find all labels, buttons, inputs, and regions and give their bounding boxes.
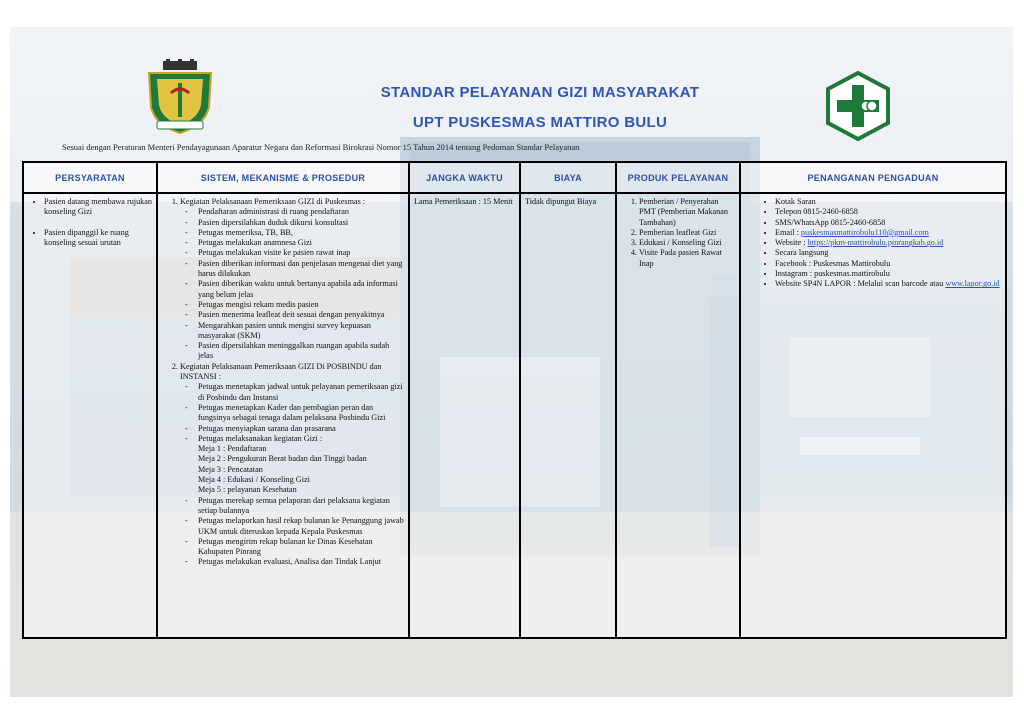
list-item <box>775 238 1001 248</box>
persyaratan-cell <box>23 193 157 638</box>
list-item: • Secara langsung <box>775 248 1001 258</box>
list-item: 2. Pemberian leafleat Gizi <box>639 228 735 238</box>
list-item <box>775 279 1001 289</box>
list-item: - Petugas menetapkan Kader dan pembagian peran dan fungsinya sebagai tenaga dalam pelaksana Posbindu Gizi <box>198 403 404 424</box>
meja-item: Meja 3 : Pencatatan <box>198 464 263 474</box>
header-biaya: BIAYA <box>520 162 616 193</box>
meja-item: Meja 1 : Pendaftaran <box>198 444 267 454</box>
list-item: - Petugas mengisi rekam medis pasien <box>198 300 404 310</box>
health-cross-icon <box>826 71 890 141</box>
prosedur-item-title: Kegiatan Pelaksanaan Pemeriksaan GIZI di Puskesmas : <box>180 197 366 206</box>
list-item: • SMS/WhatsApp 0815-2460-6858 <box>775 218 1001 228</box>
list-item: 1. Pemberian / Penyerahan PMT (Pemberian Makanan Tambahan) <box>639 197 735 228</box>
list-item: • Pasien dipanggil ke ruang konseling sesuai urutan <box>44 228 152 249</box>
list-item: • Telepon 0815-2460-6858 <box>775 207 1001 217</box>
list-item: - Petugas melakukan evaluasi, Analisa dan Tindak Lanjut <box>198 557 404 567</box>
biaya-cell: Tidak dipungut Biaya <box>520 193 616 638</box>
email-label: Email : <box>775 227 801 237</box>
website-label: Website : <box>775 238 808 248</box>
meja-list <box>198 444 404 495</box>
table-row <box>23 193 1006 638</box>
produk-cell <box>616 193 740 638</box>
list-item: - Petugas mengirim rekap bulanan ke Dinas Kesehatan Kabupaten Pinrang <box>198 537 404 558</box>
email-link[interactable]: puskesmasmattirobulu110@gmail.com <box>800 227 929 237</box>
meja-item: Meja 5 : pelayanan Kesehatan <box>198 485 297 495</box>
jangka-waktu-cell: Lama Pemeriksaan : 15 Menit <box>409 193 520 638</box>
service-standard-table <box>22 161 1007 639</box>
list-item-text: Petugas melaksanakan kegiatan Gizi : <box>198 433 323 443</box>
list-item: - Pasien diberikan informasi dan penjelasan mengenai diet yang harus dilakukan <box>198 259 404 280</box>
list-item: - Petugas menyiapkan sarana dan prasarana <box>198 424 404 434</box>
list-item: • Pasien datang membawa rujukan konseling Gizi <box>44 197 152 218</box>
header-pengaduan: PENANGANAN PENGADUAN <box>740 162 1006 193</box>
meja-item: Meja 2 : Pengukuran Berat badan dan Tinggi badan <box>198 454 367 464</box>
regency-emblem-icon <box>143 59 217 135</box>
page-title: STANDAR PELAYANAN GIZI MASYARAKAT <box>380 84 700 101</box>
list-item: - Petugas memeriksa, TB, BB, <box>198 228 404 238</box>
header-jangka-waktu: JANGKA WAKTU <box>409 162 520 193</box>
prosedur-item-1 <box>180 197 404 362</box>
prosedur-item-2 <box>180 362 404 568</box>
regulation-note: Sesuai dengan Peraturan Menteri Pendayagunaan Aparatur Negara dan Reformasi Birokrasi Nomor 15 Tahun 2014 tentang Pedoman Standar Pelayanan <box>62 142 580 152</box>
prosedur-item-title: Kegiatan Pelaksanaan Pemeriksaan GIZI Di POSBINDU dan INSTANSI : <box>180 361 382 382</box>
list-item: - Petugas melakukan anamnesa Gizi <box>198 238 404 248</box>
page-subtitle: UPT PUSKESMAS MATTIRO BULU <box>412 114 668 131</box>
pengaduan-cell <box>740 193 1006 638</box>
spacer <box>44 218 152 228</box>
list-item: - Pasien dipersilahkan duduk dikursi konsultasi <box>198 218 404 228</box>
header-prosedur: SISTEM, MEKANISME & PROSEDUR <box>157 162 409 193</box>
list-item: - Pasien menerima leafleat deit sesuai dengan penyakitnya <box>198 310 404 320</box>
website-link[interactable]: https://pkm-mattirobulu.pinrangkab.go.id <box>807 238 944 248</box>
list-item <box>198 434 404 496</box>
header-produk: PRODUK PELAYANAN <box>616 162 740 193</box>
list-item: - Pendaftaran administrasi di ruang pendaftaran <box>198 207 404 217</box>
list-item: 3. Edukasi / Konseling Gizi <box>639 238 735 248</box>
list-item: - Petugas menetapkan jadwal untuk pelayanan pemeriksaan gizi di Posbindu dan Instansi <box>198 382 404 403</box>
list-item: - Petugas melaporkan hasil rekap bulanan ke Penanggung jawab UKM untuk diteruskan kepada Kepala Puskesmas <box>198 516 404 537</box>
list-item: • Facebook : Puskesmas Mattirobulu <box>775 259 1001 269</box>
meja-item: Meja 4 : Edukasi / Konseling Gizi <box>198 475 310 485</box>
prosedur-cell <box>157 193 409 638</box>
list-item: - Mengarahkan pasien untuk mengisi survey kepuasan masyarakat (SKM) <box>198 321 404 342</box>
table-header-row <box>23 162 1006 193</box>
list-item: • Instagram : puskesmas.mattirobulu <box>775 269 1001 279</box>
poster-sheet <box>10 27 1013 697</box>
list-item: 4. Visite Pada pasien Rawat Inap <box>639 248 735 269</box>
list-item: - Petugas melakukan visite ke pasien rawat inap <box>198 248 404 258</box>
list-item: - Pasien diberikan waktu untuk bertanya apabila ada informasi yang belum jelas <box>198 279 404 300</box>
lapor-link[interactable]: www.lapor.go.id <box>945 279 1000 289</box>
list-item: • Kotak Saran <box>775 197 1001 207</box>
list-item <box>775 228 1001 238</box>
list-item: - Pasien dipersilahkan meninggalkan ruangan apabila sudah jelas <box>198 341 404 362</box>
lapor-label: Website SP4N LAPOR : Melalui scan barcode atau <box>775 279 946 289</box>
list-item: - Petugas merekap semua pelaporan dari pelaksana kegiatan setiap bulannya <box>198 496 404 517</box>
header-persyaratan: PERSYARATAN <box>23 162 157 193</box>
